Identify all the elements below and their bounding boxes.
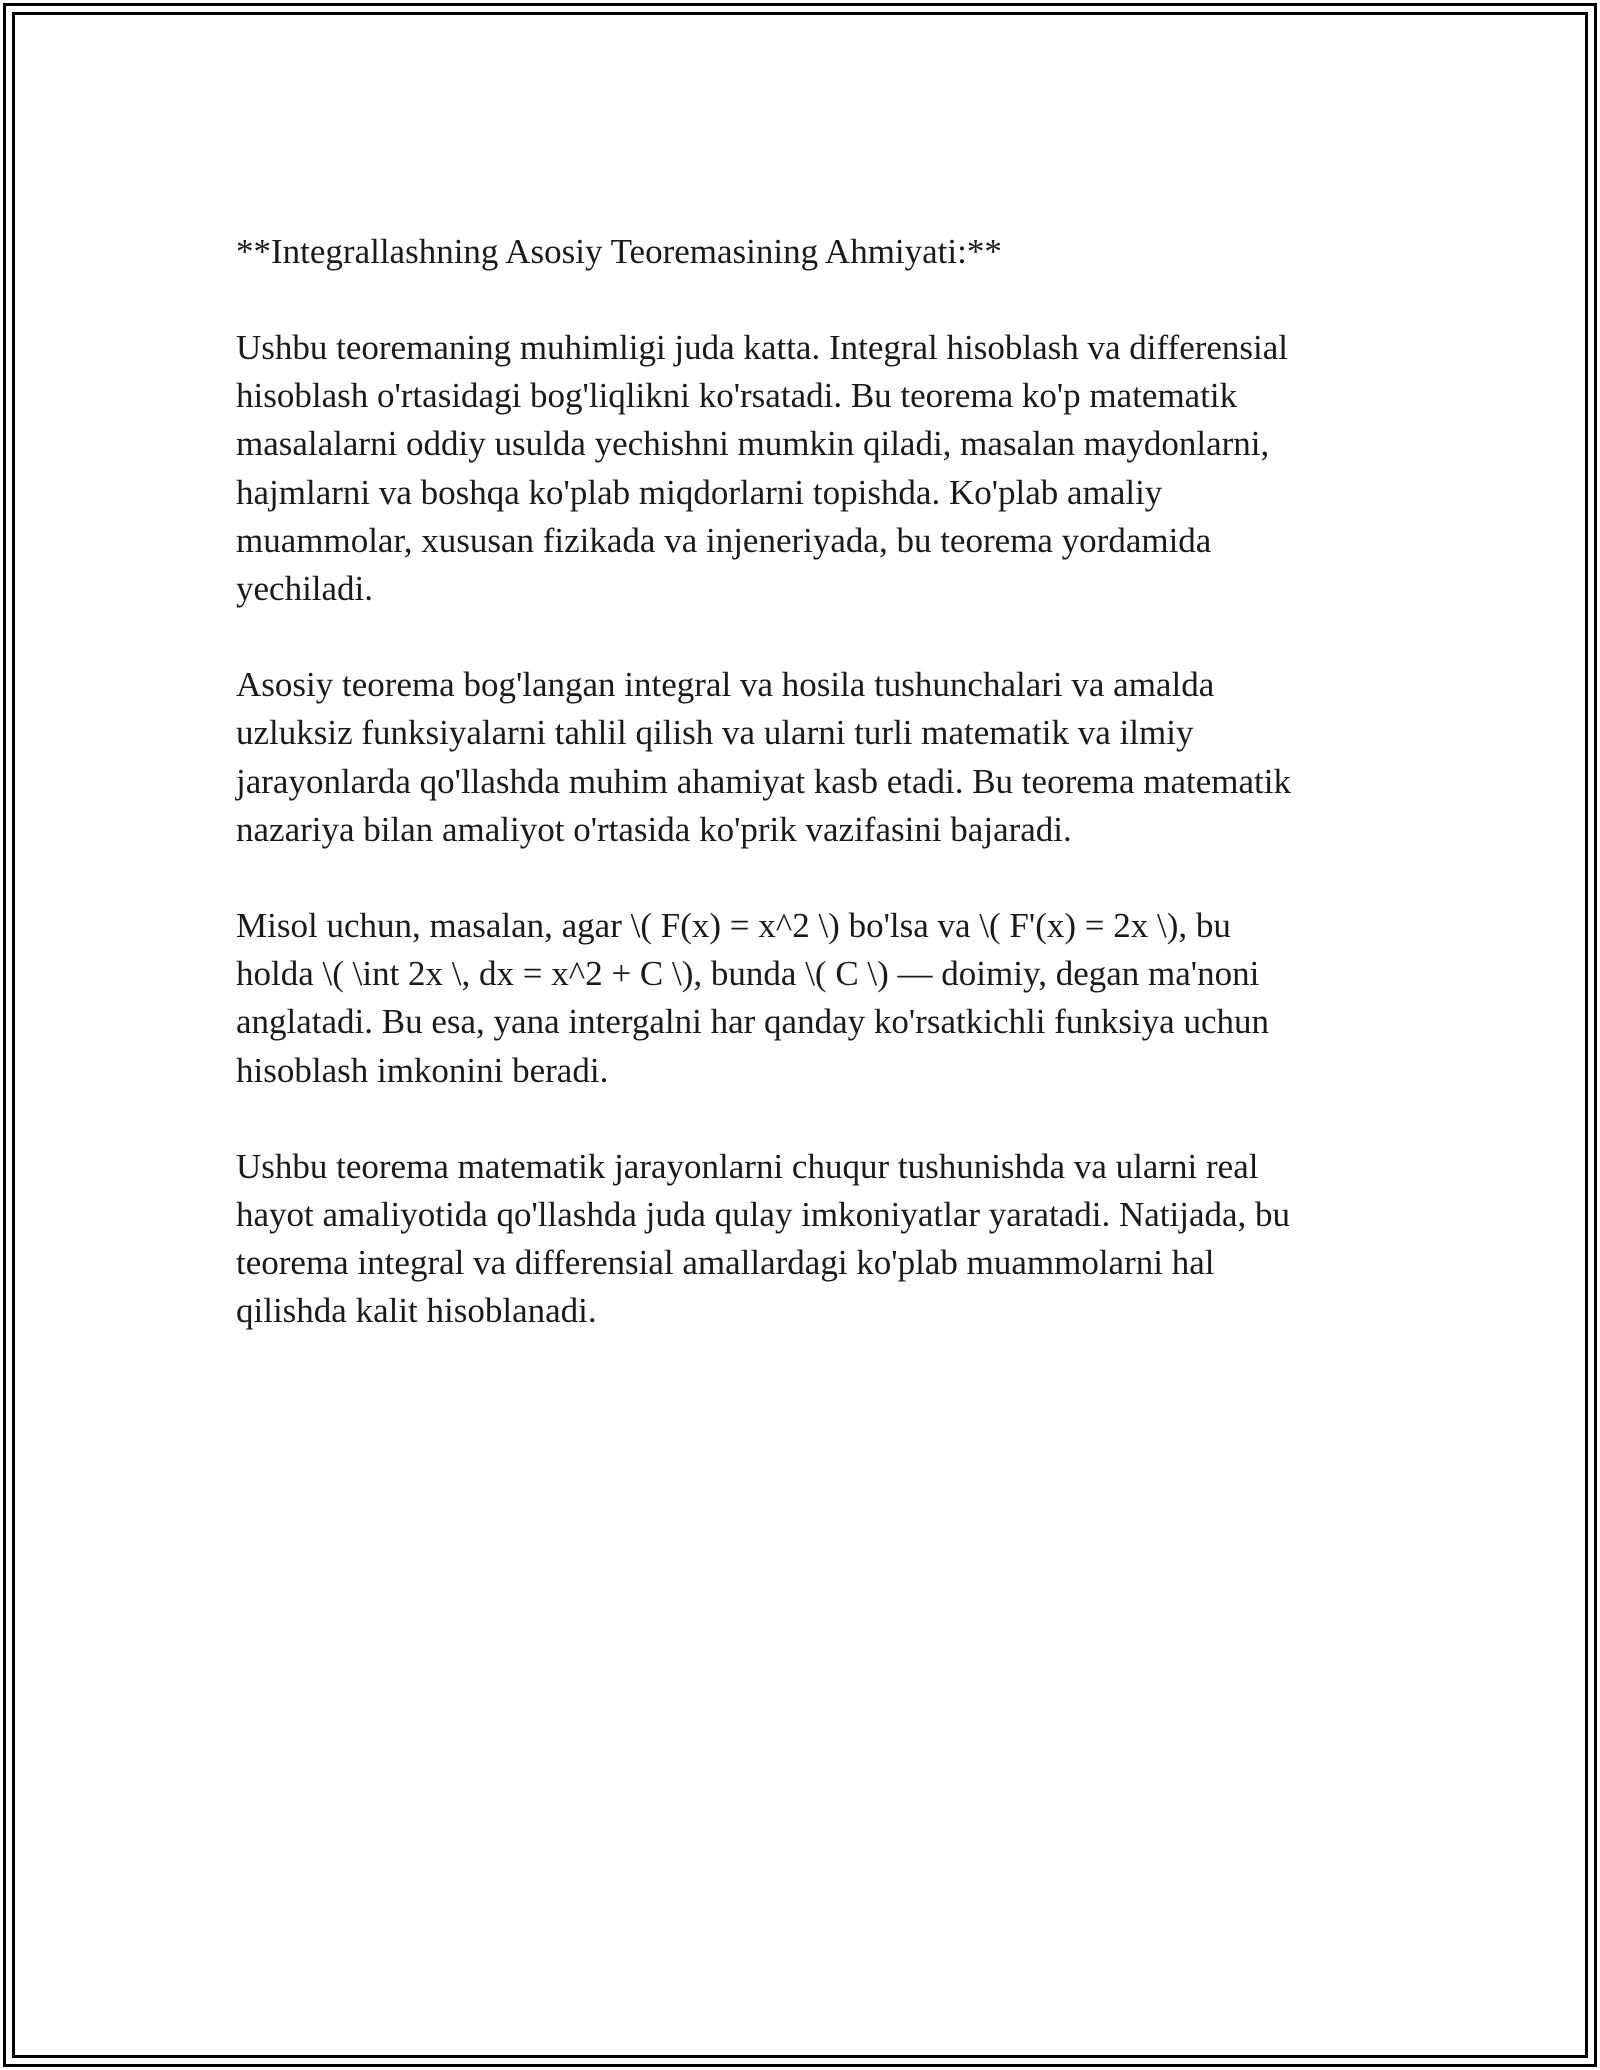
paragraph-line: Ushbu teoremaning muhimligi juda katta. Integral hisoblash va differensial bbox=[236, 328, 1289, 367]
paragraph-4 bbox=[236, 1143, 1376, 1336]
paragraph-line: holda \( \int 2x \, dx = x^2 + C \), bunda \( C \) — doimiy, degan ma'noni bbox=[236, 954, 1260, 994]
paragraph-line: hayot amaliyotida qo'llashda juda qulay imkoniyatlar yaratadi. Natijada, bu bbox=[236, 1195, 1291, 1235]
paragraph-line: muammolar, xususan fizikada va injeneriyada, bu teorema yordamida bbox=[236, 520, 1212, 560]
paragraph-line: Asosiy teorema bog'langan integral va hosila tushunchalari va amalda bbox=[236, 665, 1215, 705]
paragraph-line: Ushbu teorema matematik jarayonlarni chuqur tushunishda va ularni real bbox=[236, 1146, 1259, 1186]
document-body bbox=[236, 228, 1376, 1384]
paragraph-line: anglatadi. Bu esa, yana intergalni har qanday ko'rsatkichli funksiya uchun bbox=[236, 1002, 1269, 1042]
paragraph-line: masalalarni oddiy usulda yechishni mumkin qiladi, masalan maydonlarni, bbox=[236, 424, 1270, 464]
paragraph-line: uzluksiz funksiyalarni tahlil qilish va ularni turli matematik va ilmiy bbox=[236, 713, 1194, 753]
paragraph-line: hisoblash imkonini beradi. bbox=[236, 1050, 609, 1090]
paragraph-line: nazariya bilan amaliyot o'rtasida ko'prik vazifasini bajaradi. bbox=[236, 809, 1072, 849]
paragraph-1 bbox=[236, 324, 1376, 613]
paragraph-3 bbox=[236, 902, 1376, 1095]
document-title: **Integrallashning Asosiy Teoremasining Ahmiyati:** bbox=[236, 232, 1002, 271]
paragraph-line: qilishda kalit hisoblanadi. bbox=[236, 1291, 597, 1331]
paragraph-line: Misol uchun, masalan, agar \( F(x) = x^2 \) bo'lsa va \( F'(x) = 2x \), bu bbox=[236, 906, 1231, 946]
paragraph-2 bbox=[236, 661, 1376, 854]
paragraph-line: teorema integral va differensial amallardagi ko'plab muammolarni hal bbox=[236, 1243, 1215, 1283]
paragraph-line: hajmlarni va boshqa ko'plab miqdorlarni topishda. Ko'plab amaliy bbox=[236, 472, 1163, 512]
paragraph-line: hisoblash o'rtasidagi bog'liqlikni ko'rsatadi. Bu teorema ko'p matematik bbox=[236, 376, 1238, 416]
paragraph-line: jarayonlarda qo'llashda muhim ahamiyat kasb etadi. Bu teorema matematik bbox=[236, 761, 1291, 801]
paragraph-line: yechiladi. bbox=[236, 569, 374, 609]
